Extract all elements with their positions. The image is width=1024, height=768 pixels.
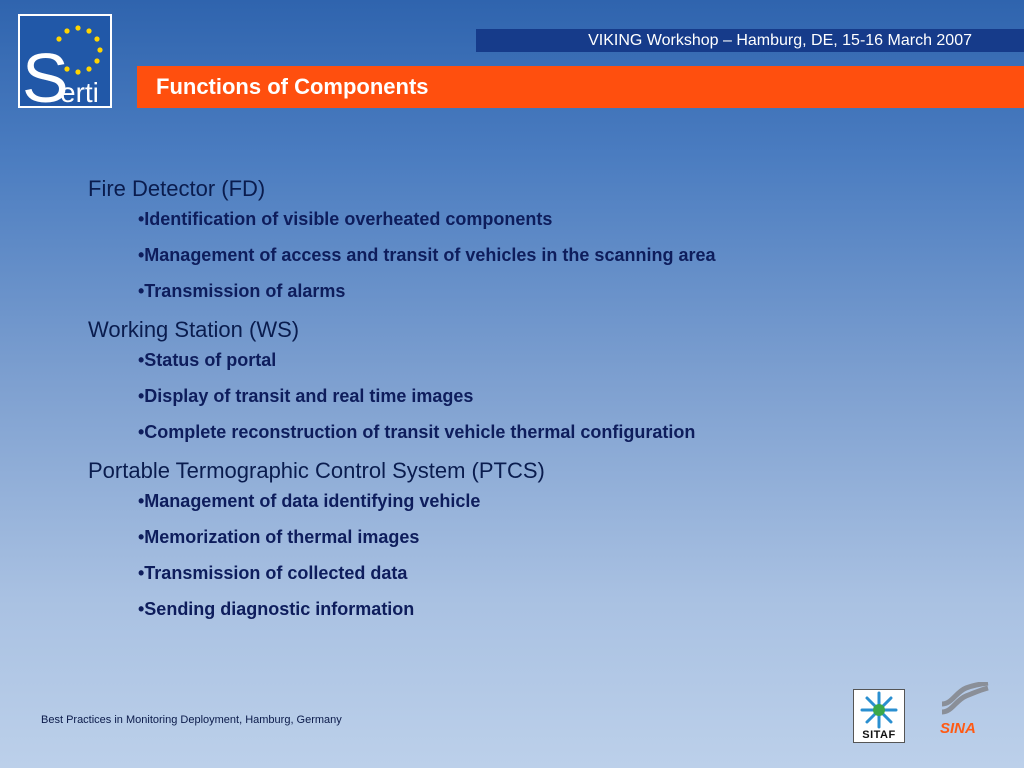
sitaf-flower-icon: [854, 690, 904, 730]
sina-waves-icon: [938, 682, 992, 718]
footer-text: Best Practices in Monitoring Deployment, Hamburg, Germany: [41, 714, 342, 726]
bullet-item: •Transmission of collected data: [138, 563, 408, 583]
section-ptcs: [88, 458, 988, 619]
slide-title: Functions of Components: [137, 66, 1024, 108]
bullet-item: •Sending diagnostic information: [138, 599, 415, 619]
sina-label: SINA: [940, 720, 976, 737]
bullet-item: •Memorization of thermal images: [138, 527, 420, 547]
section-fire-detector: [88, 176, 988, 301]
section-title: Fire Detector (FD): [88, 176, 266, 201]
event-header: VIKING Workshop – Hamburg, DE, 15-16 March 2007: [476, 29, 1024, 52]
bullet-item: •Complete reconstruction of transit vehicle thermal configuration: [138, 422, 696, 442]
logo-letter-s: S: [22, 39, 69, 106]
bullet-item: •Management of data identifying vehicle: [138, 491, 481, 511]
bullet-item: •Transmission of alarms: [138, 281, 346, 301]
serti-logo: [18, 14, 112, 108]
sina-logo: [938, 682, 992, 742]
bullet-item: •Status of portal: [138, 350, 277, 370]
sitaf-logo: [853, 689, 905, 743]
logo-text-erti: erti: [60, 77, 99, 106]
section-working-station: [88, 317, 988, 442]
bullet-item: •Identification of visible overheated components: [138, 209, 553, 229]
slide-content: [88, 176, 988, 635]
sitaf-label: SITAF: [862, 729, 896, 741]
section-title: Working Station (WS): [88, 317, 300, 342]
bullet-item: •Display of transit and real time images: [138, 386, 474, 406]
bullet-item: •Management of access and transit of vehicles in the scanning area: [138, 245, 716, 265]
section-title: Portable Termographic Control System (PTCS): [88, 458, 545, 483]
